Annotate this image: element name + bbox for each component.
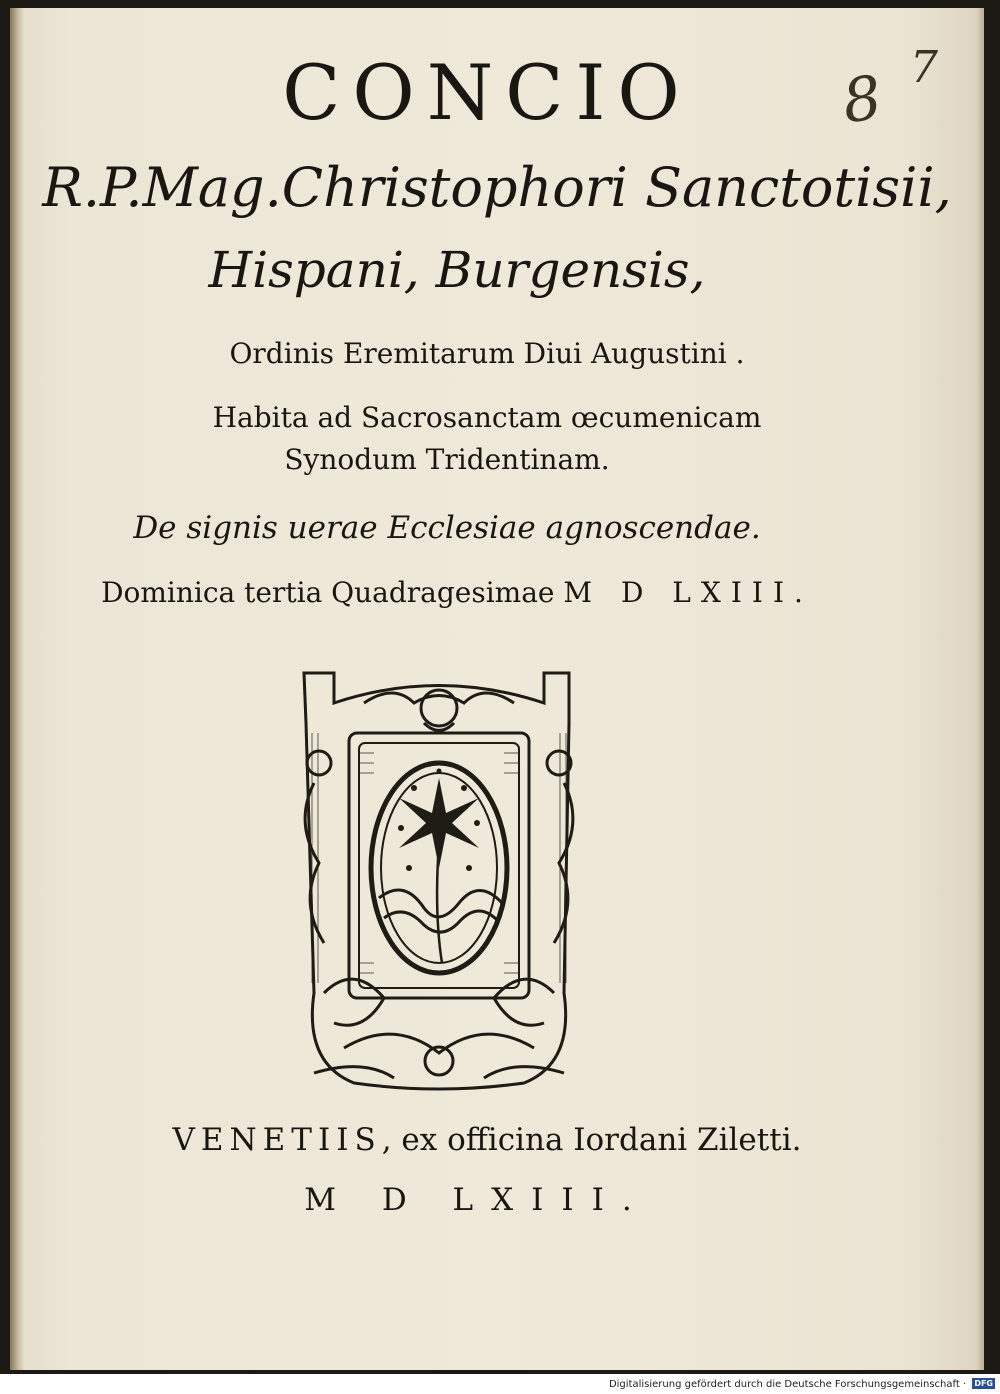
habita-line-1: Habita ad Sacrosanctam œcumenicam	[212, 401, 762, 434]
title: CONCIO	[282, 48, 692, 137]
imprint-city: VENETIIS	[172, 1122, 382, 1158]
author-line-1: R.P.Mag.Christophori Sanctotisii,	[42, 156, 952, 219]
dominica-line	[0, 574, 944, 612]
title-page	[10, 8, 984, 1370]
imprint-year: M D LXIII.	[304, 1182, 650, 1218]
subject-line: De signis uerae Ecclesiae agnoscendae.	[133, 510, 761, 546]
printers-device-woodcut	[274, 663, 604, 1093]
imprint-line	[0, 1120, 974, 1160]
dfg-logo: DFG	[974, 1379, 993, 1388]
dominica-year: M D LXIII.	[563, 576, 813, 609]
habita-line-2: Synodum Tridentinam.	[284, 443, 610, 476]
author-line-2: Hispani, Burgensis,	[208, 241, 706, 299]
order-line: Ordinis Eremitarum Diui Augustini .	[229, 337, 745, 370]
manuscript-number-7: 7	[910, 42, 938, 93]
dominica-text: Dominica tertia Quadragesimae	[101, 576, 555, 609]
digitization-credit: Digitalisierung gefördert durch die Deutsche Forschungsgemeinschaft · DFG	[608, 1379, 993, 1390]
credit-text: Digitalisierung gefördert durch die Deutsche Forschungsgemeinschaft	[608, 1379, 960, 1390]
manuscript-number-8: 8	[838, 62, 886, 138]
imprint-publisher: , ex officina Iordani Ziletti.	[381, 1122, 802, 1158]
